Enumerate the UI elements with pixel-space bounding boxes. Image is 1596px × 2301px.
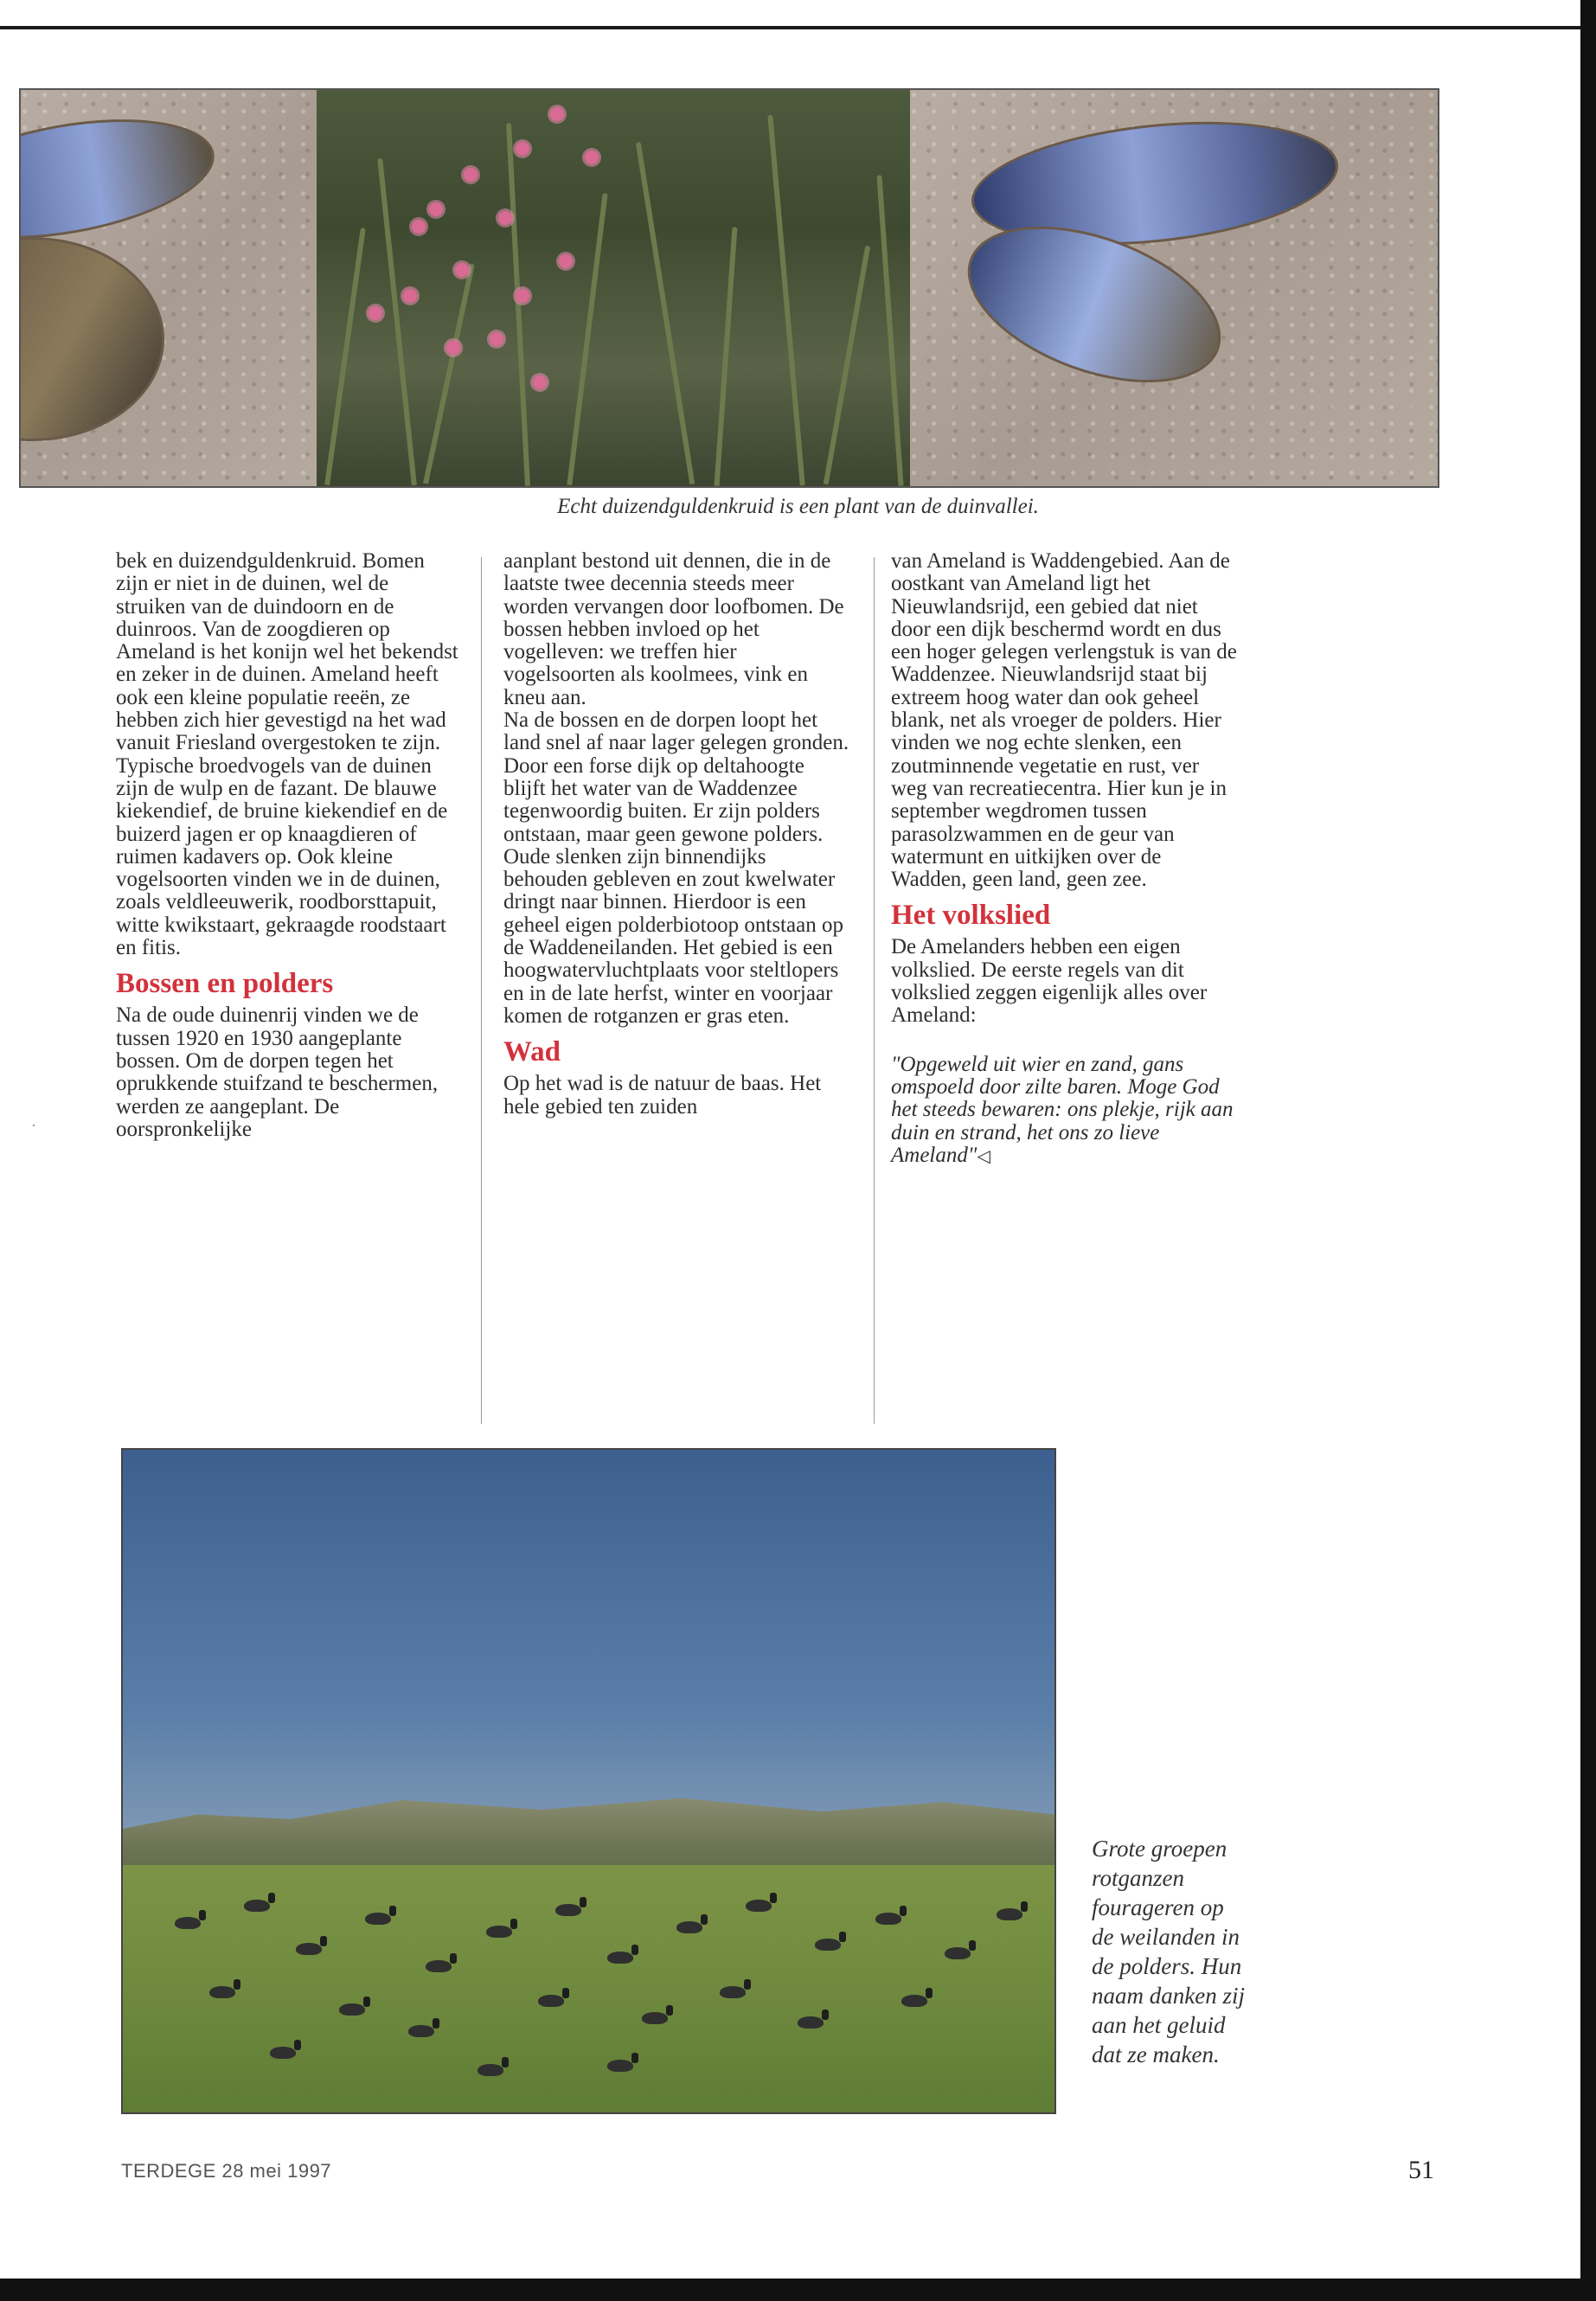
- mussel-photo-right: [910, 90, 1438, 486]
- paragraph: Na de oude duinenrij vinden we de tussen 1920 en 1930 aangeplante bossen. Om de dorpen tegen het oprukkende stuifzand te beschermen, werden ze aangeplant. De oorspronkelijke: [116, 1003, 439, 1141]
- paragraph: Op het wad is de natuur de baas. Het hele gebied ten zuiden: [503, 1072, 822, 1118]
- page-top-edge: [0, 0, 1596, 29]
- paragraph: van Ameland is Waddengebied. Aan de oostkant van Ameland ligt het Nieuwlandsrijd, een gebied dat niet door een dijk beschermd wordt en dus een hoger gelegen verlengstuk is van de Waddenzee. Nieuwlandsrijd staat bij extreem hoog water dan ook geheel blank, net als vroeger de polders. Hier vinden we nog echte slenken, een zoutminnende vegetatie en rust, ver weg van recreatiecentra. Hier kun je in september wegdromen tussen parasolzwammen en de geur van watermunt en uitkijken over de Wadden, geen land, geen zee.: [891, 549, 1237, 892]
- paragraph: bek en duizendguldenkruid. Bomen zijn er niet in de duinen, wel de struiken van de duindoorn en de duinroos. Van de zoogdieren op Ameland is het konijn wel het bekendst en zeker in de duinen. Ameland heeft ook een kleine populatie reeën, ze hebben zich hier gevestigd na het wad vanuit Friesland overgestoken te zijn. Typische broedvogels van de duinen zijn de wulp en de fazant. De blauwe kiekendief, de bruine kiekendief en de buizerd jagen er op knaagdieren of ruimen kadavers op. Ook kleine vogelsoorten vinden we in de duinen, zoals veldleeuwerik, roodborsttapuit, witte kwikstaart, gekraagde roodstaart en fitis.: [116, 549, 458, 960]
- paragraph: De Amelanders hebben een eigen volkslied. De eerste regels van dit volkslied zeggen eigenlijk alles over Ameland:: [891, 935, 1208, 1028]
- section-heading: Het volkslied: [891, 900, 1051, 932]
- page-bottom-edge: [0, 2279, 1596, 2301]
- article-column-2: [503, 550, 849, 1118]
- top-photo-caption: Echt duizendguldenkruid is een plant van de duinvallei.: [557, 495, 1039, 518]
- page-right-edge: [1580, 0, 1596, 2301]
- article-column-1: [116, 550, 462, 1141]
- end-of-article-icon: ◁: [977, 1146, 990, 1166]
- article-column-3: [891, 550, 1237, 1168]
- paragraph: Na de bossen en de dorpen loopt het land snel af naar lager gelegen gronden. Door een forse dijk op deltahoogte blijft het water van de Waddenzee tegenwoordig buiten. Er zijn polders ontstaan, maar geen gewone polders. Oude slenken zijn binnendijks behouden gebleven en zout kwelwater dringt naar binnen. Hierdoor is een geheel eigen polderbiotoop ontstaan op de Waddeneilanden. Het gebied is een hoogwatervluchtplaats voor steltlopers en in de late herfst, winter en voorjaar komen de rotganzen er gras eten.: [503, 708, 849, 1028]
- paragraph: aanplant bestond uit dennen, die in de laatste twee decennia steeds meer worden vervangen door loofbomen. De bossen hebben invloed op het vogelleven: we treffen hier vogelsoorten als koolmees, vink en kneu aan.: [503, 549, 844, 709]
- column-divider: [874, 557, 875, 1424]
- top-photo-strip: [19, 88, 1439, 488]
- page-number: 51: [1408, 2156, 1434, 2184]
- anthem-quote: [891, 1054, 1237, 1168]
- meadow: [123, 1865, 1054, 2112]
- section-heading: Bossen en polders: [116, 968, 334, 1000]
- column-divider: [481, 557, 482, 1424]
- magazine-issue: TERDEGE 28 mei 1997: [121, 2160, 332, 2182]
- bottom-photo-caption: Grote groepen rotganzen fourageren op de weilanden in de polders. Hun naam danken zij aan het geluid dat ze maken.: [1092, 1836, 1245, 2067]
- mussel-shell-icon: [19, 99, 223, 259]
- centaury-plant-photo: [317, 90, 910, 486]
- brent-geese-photo: [121, 1448, 1056, 2114]
- section-heading: Wad: [503, 1036, 561, 1068]
- quote-text: "Opgeweld uit wier en zand, gans omspoeld door zilte baren. Moge God het steeds bewaren: ons plekje, rijk aan duin en strand, het ons zo lieve Ameland": [891, 1052, 1234, 1167]
- mussel-shell-icon: [19, 237, 164, 441]
- mussel-photo-left: [21, 90, 317, 486]
- scan-speck: [33, 1125, 35, 1126]
